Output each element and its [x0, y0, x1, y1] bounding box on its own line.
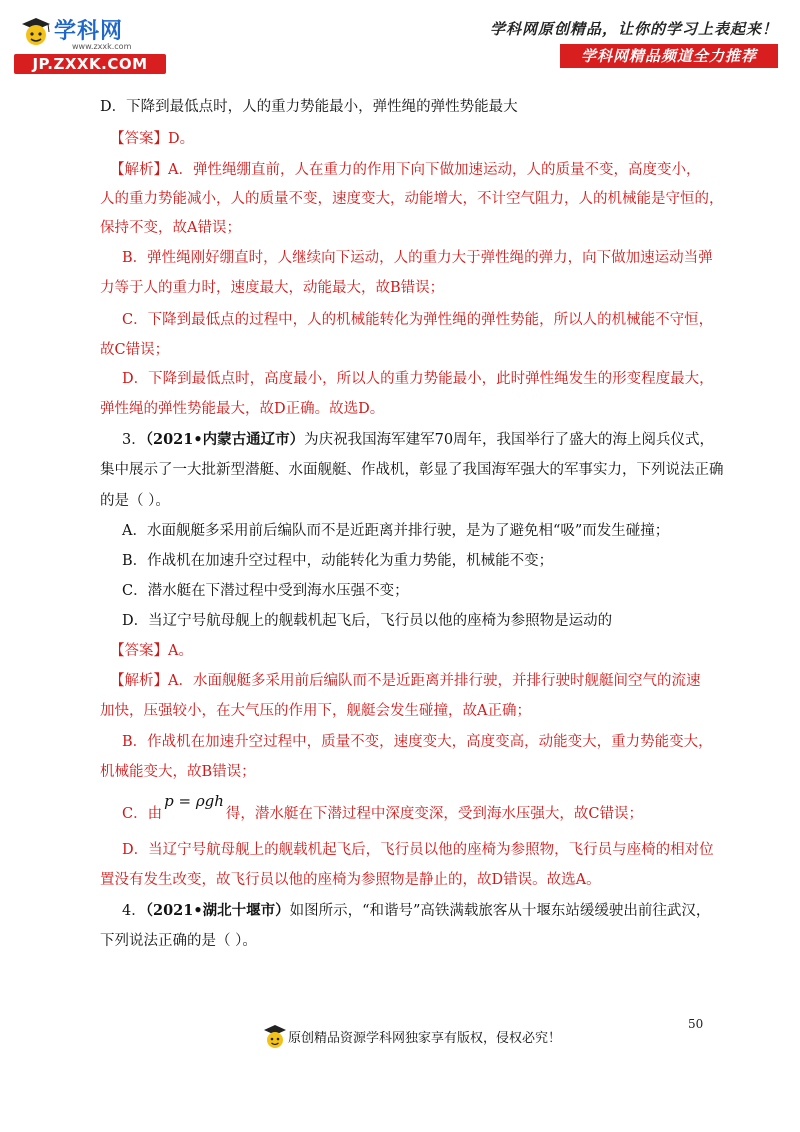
answer-label: 【答案】D。: [110, 131, 195, 147]
option-b: B．作战机在加速升空过程中，动能转化为重力势能，机械能不变；: [122, 553, 554, 569]
question-text: 为庆祝我国海军建军70周年，我国举行了盛大的海上阅兵仪式，: [304, 432, 715, 448]
analysis-line: 故C错误；: [100, 342, 170, 358]
analysis-prefix: C．由: [122, 806, 163, 822]
analysis-line: [122, 792, 643, 824]
analysis-line: 力等于人的重力时，速度最大，动能最大，故B错误；: [100, 280, 445, 296]
analysis-line: B．作战机在加速升空过程中，质量不变，速度变大，高度变高，动能变大，重力势能变大，: [122, 734, 713, 750]
header-slogan: 学科网原创精品，让你的学习上表起来！: [489, 20, 778, 38]
question-source: （2021•湖北十堰市）: [145, 902, 290, 919]
analysis-line: 机械能变大，故B错误；: [100, 764, 256, 780]
question-number: 3．: [122, 432, 146, 448]
analysis-text: 得，潜水艇在下潜过程中深度变深，受到海水压强大，故C错误；: [225, 806, 643, 822]
question-text: 下列说法正确的是（ ）。: [100, 933, 257, 949]
answer-label: 【答案】A。: [110, 643, 193, 659]
option-d: D．当辽宁号航母舰上的舰载机起飞后，飞行员以他的座椅为参照物是运动的: [122, 613, 613, 629]
option-c: C．潜水艇在下潜过程中受到海水压强不变；: [122, 583, 409, 599]
mascot-icon: [18, 14, 54, 50]
analysis-line: B．弹性绳刚好绷直时，人继续向下运动，人的重力大于弹性绳的弹力，向下做加速运动当弹: [122, 250, 713, 266]
analysis-line: 【解析】A．弹性绳绷直前，人在重力的作用下向下做加速运动，人的质量不变，高度变小，: [110, 162, 701, 178]
option-a: A．水面舰艇多采用前后编队而不是近距离并排行驶，是为了避免相“吸”而发生碰撞；: [122, 523, 670, 539]
question-number: 4．: [122, 903, 146, 919]
analysis-line: C．下降到最低点的过程中，人的机械能转化为弹性绳的弹性势能，所以人的机械能不守恒，: [122, 312, 714, 328]
analysis-line: 弹性绳的弹性势能最大，故D正确。故选D。: [100, 401, 385, 417]
logo-domain: www.zxxk.com: [72, 42, 132, 51]
analysis-line: D．下降到最低点时，高度最小，所以人的重力势能最小，此时弹性绳发生的形变程度最大，: [122, 371, 714, 387]
logo-title: 学科网: [54, 19, 124, 44]
analysis-line: 加快，压强较小，在大气压的作用下，舰艇会发生碰撞，故A正确；: [100, 703, 531, 719]
analysis-line: 【解析】A．水面舰艇多采用前后编队而不是近距离并排行驶，并排行驶时舰艇间空气的流速: [110, 673, 701, 689]
question-text: 集中展示了一大批新型潜艇、水面舰艇、作战机，彰显了我国海军强大的军事实力，下列说法正确: [100, 462, 724, 478]
question-4-stem: [122, 901, 710, 921]
question-source: （2021•内蒙古通辽市）: [145, 431, 305, 448]
option-d: D．下降到最低点时，人的重力势能最小，弹性绳的弹性势能最大: [100, 99, 518, 115]
copyright-notice: 原创精品资源学科网独家享有版权，侵权必究！: [288, 1031, 562, 1046]
zxxk-logo[interactable]: [12, 12, 162, 72]
analysis-line: 置没有发生改变，故飞行员以他的座椅为参照物是静止的，故D错误。故选A。: [100, 872, 601, 888]
question-text: 如图所示，“和谐号”高铁满载旅客从十堰东站缓缓驶出前往武汉，: [289, 903, 711, 919]
analysis-line: D．当辽宁号航母舰上的舰载机起飞后，飞行员以他的座椅为参照物，飞行员与座椅的相对位: [122, 842, 714, 858]
logo-url-banner: JP.ZXXK.COM: [14, 54, 166, 74]
pressure-formula: p = ρgh: [164, 792, 224, 810]
header-channel-banner: 学科网精品频道全力推荐: [560, 44, 778, 68]
mascot-icon: [262, 1022, 288, 1052]
question-3-stem: [122, 430, 714, 450]
page-number: 50: [688, 1017, 704, 1031]
analysis-line: 保持不变，故A错误；: [100, 220, 241, 236]
question-text: 的是（ ）。: [100, 493, 170, 509]
analysis-line: 人的重力势能减小，人的质量不变，速度变大，动能增大，不计空气阻力，人的机械能是守恒的，: [100, 191, 724, 207]
